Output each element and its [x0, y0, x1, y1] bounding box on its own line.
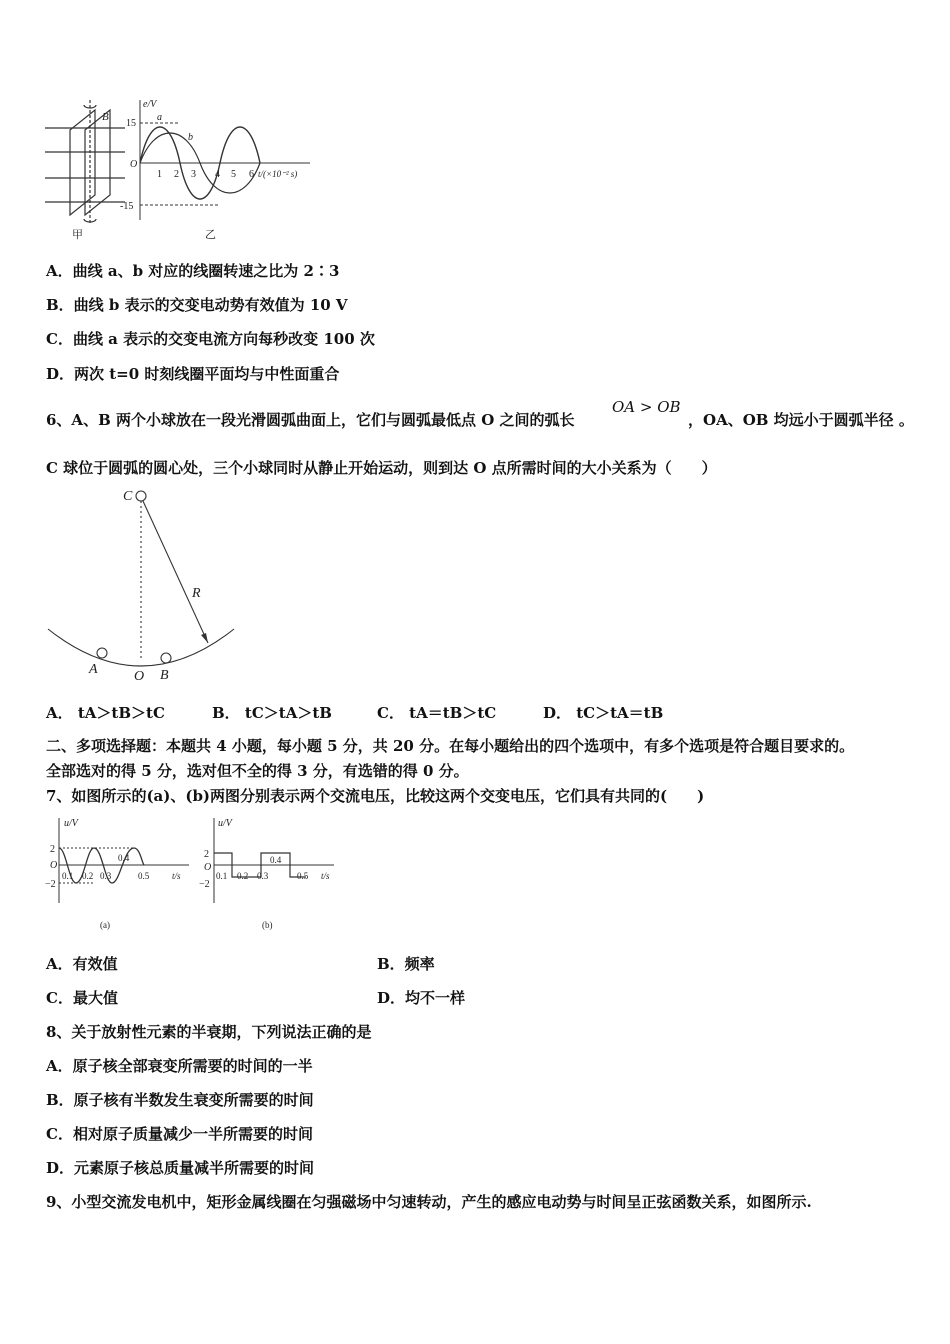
ball-b [161, 653, 171, 663]
section2-line1: 二、多项选择题：本题共 4 小题，每小题 5 分，共 20 分。在每小题给出的四个选项中，有多个选项是符合题目要求的。 [46, 737, 855, 755]
q5-figure [40, 95, 330, 245]
q5-option-c: C．曲线 a 表示的交变电流方向每秒改变 100 次 [46, 330, 375, 348]
label-a: A [89, 662, 98, 677]
a-y-label: u/V [64, 818, 78, 829]
a-tick: 0.4 [118, 853, 130, 863]
q6-stem-part2: ，OA、OB 均远小于圆弧半径 。 [688, 411, 914, 429]
b-tick: 0.2 [237, 871, 249, 881]
q8-option-c: C．相对原子质量减少一半所需要的时间 [46, 1125, 313, 1143]
coil-diagram [45, 100, 125, 225]
q7-option-c: C．最大值 [46, 989, 118, 1007]
ball-c [136, 491, 146, 501]
b-tick: 0.1 [216, 871, 228, 881]
a-tick: 0.2 [82, 871, 94, 881]
x-tick: 6 [249, 169, 254, 180]
x-tick: 2 [174, 169, 179, 180]
x-tick: 3 [191, 169, 196, 180]
b-v-neg: −2 [199, 879, 210, 890]
y-tick-neg15: -15 [120, 201, 134, 212]
q6-stem-part1: 6、A、B 两个小球放在一段光滑圆弧曲面上，它们与圆弧最低点 O 之间的弧长 [46, 411, 575, 429]
q7-option-a: A．有效值 [46, 955, 118, 973]
q6-figure [40, 483, 250, 688]
q6-stem-line2: C 球位于圆弧的圆心处，三个小球同时从静止开始运动，则到达 O 点所需时间的大小关系为（ ） [46, 459, 717, 477]
label-r: R [192, 586, 201, 601]
x-axis-label: t/(×10⁻² s) [258, 169, 298, 179]
b-v-pos: 2 [204, 849, 209, 860]
q8-option-a: A．原子核全部衰变所需要的时间的一半 [46, 1057, 313, 1075]
y-tick-15: 15 [126, 118, 136, 129]
q5-option-d: D．两次 t=0 时刻线圈平面均与中性面重合 [46, 365, 340, 383]
origin-label: O [130, 159, 138, 170]
a-x-label: t/s [172, 871, 181, 881]
q7-stem: 7、如图所示的(a)、(b)两图分别表示两个交流电压，比较这两个交变电压，它们具有共同的( ) [46, 787, 705, 805]
caption-a: (a) [100, 920, 110, 930]
x-tick: 4 [215, 169, 220, 180]
b-tick: 0.5 [297, 871, 309, 881]
radius-line [143, 501, 208, 643]
q6-formula: OA > OB [612, 398, 681, 416]
q9-stem: 9、小型交流发电机中，矩形金属线圈在匀强磁场中匀速转动，产生的感应电动势与时间呈正弦函数关系，如图所示. [46, 1193, 812, 1211]
arrow-head-icon [201, 633, 208, 643]
q8-option-b: B．原子核有半数发生衰变所需要的时间 [46, 1091, 314, 1109]
label-c: C [123, 489, 133, 504]
a-tick: 0.1 [62, 871, 74, 881]
fig-jia-label: 甲 [72, 229, 83, 241]
a-tick: 0.5 [138, 871, 150, 881]
q7-figure [44, 813, 344, 938]
q6-option-b: B． tC＞tA＞tB [212, 704, 332, 722]
field-label: B [102, 111, 109, 123]
q7-option-b: B．频率 [377, 955, 435, 973]
a-origin: O [50, 860, 58, 871]
a-v-neg: −2 [45, 879, 56, 890]
q6-option-c: C． tA＝tB＞tC [377, 704, 497, 722]
label-b: B [160, 668, 169, 683]
curve-a-label: a [157, 112, 162, 123]
a-tick: 0.3 [100, 871, 112, 881]
a-v-pos: 2 [50, 844, 55, 855]
b-tick: 0.3 [257, 871, 269, 881]
b-x-label: t/s [321, 871, 330, 881]
q6-option-d: D． tC＞tA＝tB [543, 704, 664, 722]
q6-option-a: A． tA＞tB＞tC [46, 704, 165, 722]
fig-yi-label: 乙 [205, 229, 216, 241]
b-tick: 0.4 [270, 855, 282, 865]
q8-option-d: D．元素原子核总质量减半所需要的时间 [46, 1159, 315, 1177]
b-origin: O [204, 862, 212, 873]
q5-option-a: A．曲线 a、b 对应的线圈转速之比为 2∶3 [46, 262, 340, 280]
q5-option-b: B．曲线 b 表示的交变电动势有效值为 10 V [46, 296, 348, 314]
x-tick: 5 [231, 169, 236, 180]
y-axis-label: e/V [143, 99, 157, 110]
caption-b: (b) [262, 920, 273, 930]
b-y-label: u/V [218, 818, 232, 829]
section2-line2: 全部选对的得 5 分，选对但不全的得 3 分，有选错的得 0 分。 [46, 762, 469, 780]
q7-option-d: D．均不一样 [377, 989, 466, 1007]
q8-stem: 8、关于放射性元素的半衰期，下列说法正确的是 [46, 1023, 372, 1041]
curve-b-label: b [188, 132, 193, 143]
x-tick: 1 [157, 169, 162, 180]
label-o: O [134, 669, 145, 684]
ball-a [97, 648, 107, 658]
